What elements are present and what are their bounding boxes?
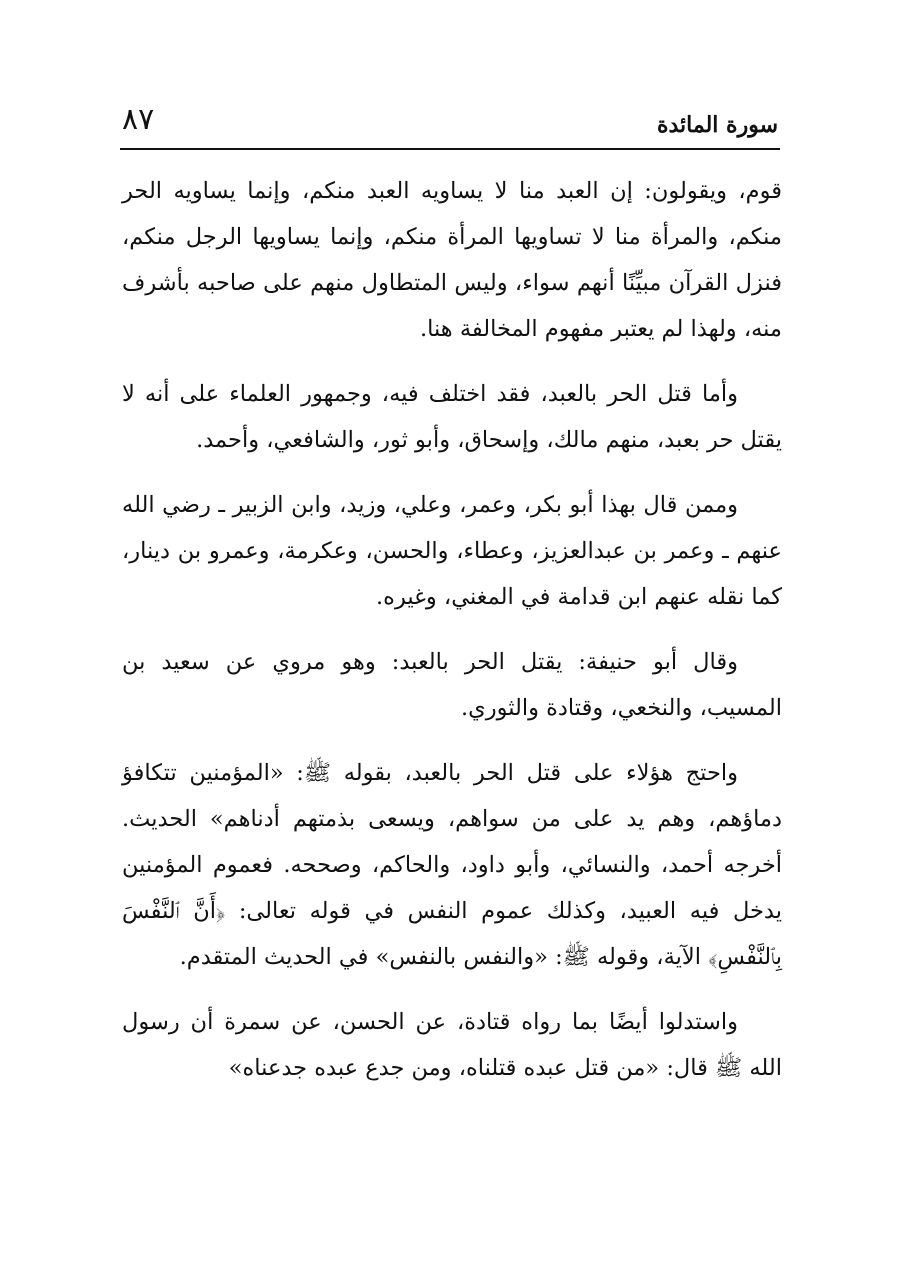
paragraph-6: واستدلوا أيضًا بما رواه قتادة، عن الحسن، عن سمرة أن رسول الله ﷺ قال: «من قتل عبده قتلناه، ومن جدع عبده جدعناه» (122, 1009, 782, 1081)
surah-title: سورة المائدة (656, 112, 778, 138)
header-rule (120, 148, 780, 150)
paragraph-4: وقال أبو حنيفة: يقتل الحر بالعبد: وهو مروي عن سعيد بن المسيب، والنخعي، وقتادة والثوري. (122, 649, 782, 721)
page-header (120, 100, 780, 150)
paragraph-5: واحتج هؤلاء على قتل الحر بالعبد، بقوله ﷺ: «المؤمنين تتكافؤ دماؤهم، وهم يد على من سواهم، ويسعى بذمتهم أدناهم» الحديث. أخرجه أحمد، والنسائي، وأبو داود، والحاكم، وصححه. فعموم المؤمنين يدخل فيه العبيد، وكذلك عموم النفس في قوله تعالى: ﴿أَنَّ ٱلنَّفْسَ بِٱلنَّفْسِ﴾ الآية، وقوله ﷺ: «والنفس بالنفس» في الحديث المتقدم. (122, 760, 782, 970)
paragraph-3: وممن قال بهذا أبو بكر، وعمر، وعلي، وزيد، وابن الزبير ـ رضي الله عنهم ـ وعمر بن عبدالعزيز، وعطاء، والحسن، وعكرمة، وعمرو بن دينار، كما نقله عنهم ابن قدامة في المغني، وغيره. (122, 492, 782, 610)
paragraph-2: وأما قتل الحر بالعبد، فقد اختلف فيه، وجمهور العلماء على أنه لا يقتل حر بعبد، منهم مالك، وإسحاق، وأبو ثور، والشافعي، وأحمد. (122, 381, 782, 453)
paragraph-1: قوم، ويقولون: إن العبد منا لا يساويه العبد منكم، وإنما يساويه الحر منكم، والمرأة منا لا تساويها المرأة منكم، وإنما يساويها الرجل منكم، فنزل القرآن مبيِّنًا أنهم سواء، وليس المتطاول منهم على صاحبه بأشرف منه، ولهذا لم يعتبر مفهوم المخالفة هنا. (122, 178, 782, 342)
page-number: ٨٧ (122, 102, 155, 137)
body-text (122, 168, 782, 1091)
